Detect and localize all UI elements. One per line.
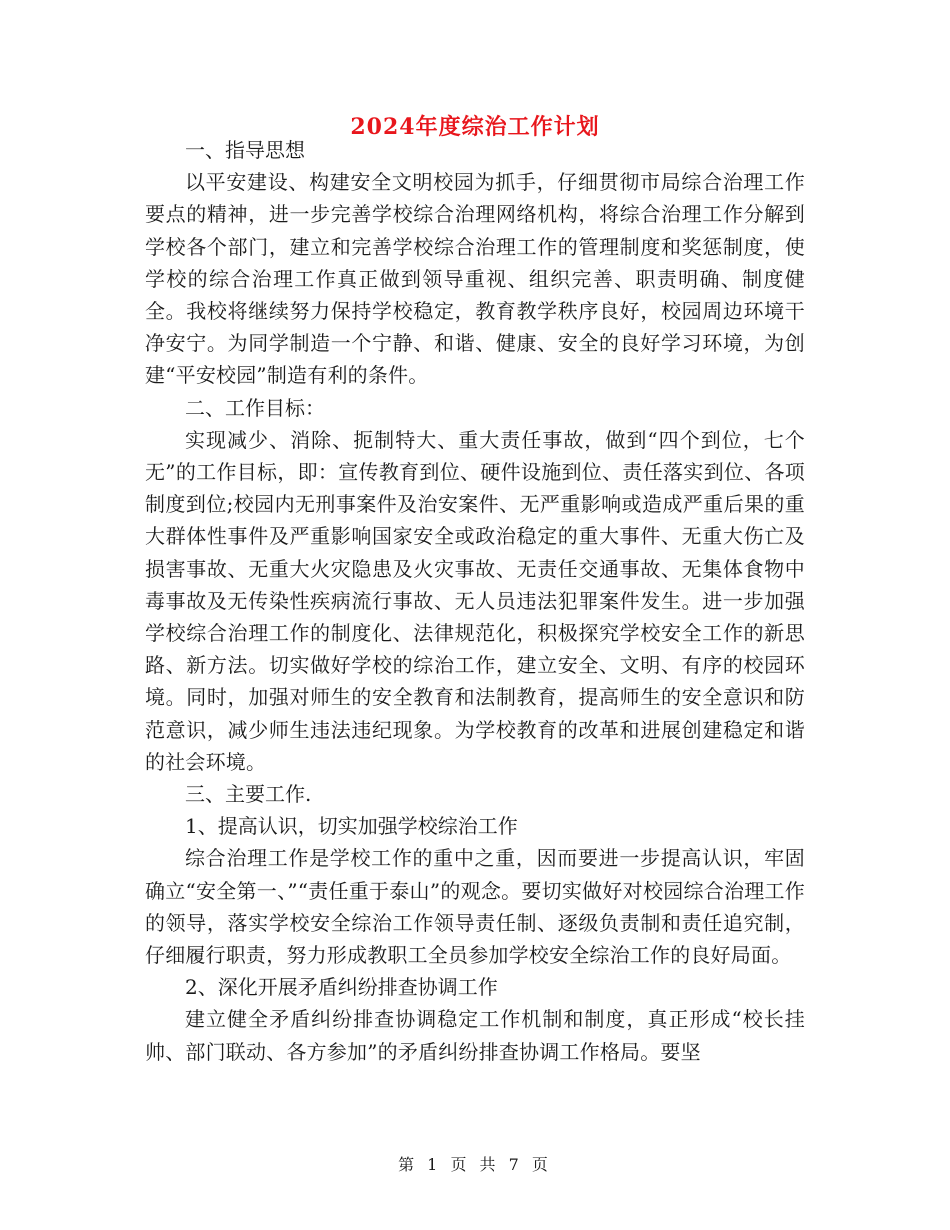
document-body xyxy=(145,134,805,1068)
paragraph-dispute-mediation: 建立健全矛盾纠纷排查协调稳定工作机制和制度，真正形成“校长挂帅、部门联动、各方参加”的矛盾纠纷排查协调工作格局。要坚 xyxy=(145,1007,805,1064)
paragraph-raise-awareness: 综合治理工作是学校工作的重中之重，因而要进一步提高认识，牢固确立“安全第一、”“责任重于泰山”的观念。要切实做好对校园综合治理工作的领导，落实学校安全综治工作领导责任制、逐级负责制和责任追究制，仔细履行职责，努力形成教职工全员参加学校安全综治工作的良好局面。 xyxy=(145,846,805,968)
page-number-footer: 第 1 页 共 7 页 xyxy=(398,1155,552,1174)
document-title: 2024年度综治工作计划 xyxy=(350,114,600,140)
subheading-raise-awareness: 1、提高认识，切实加强学校综治工作 xyxy=(185,814,518,839)
section-heading-work-goals: 二、工作目标： xyxy=(185,395,325,420)
section-heading-main-work: 三、主要工作. xyxy=(185,782,312,807)
subheading-dispute-mediation: 2、深化开展矛盾纠纷排查协调工作 xyxy=(185,975,498,1000)
section-heading-guiding-thought: 一、指导思想 xyxy=(185,138,305,162)
paragraph-guiding-thought: 以平安建设、构建安全文明校园为抓手，仔细贯彻市局综合治理工作要点的精神，进一步完善学校综合治理网络机构，将综合治理工作分解到学校各个部门，建立和完善学校综合治理工作的管理制度和奖惩制度，使学校的综合治理工作真正做到领导重视、组织完善、职责明确、制度健全。我校将继续努力保持学校稳定，教育教学秩序良好，校园周边环境干净安宁。为同学制造一个宁静、和谐、健康、安全的良好学习环境，为创建“平安校园”制造有利的条件。 xyxy=(145,170,805,388)
paragraph-work-goals: 实现减少、消除、扼制特大、重大责任事故，做到“四个到位，七个无”的工作目标，即：宣传教育到位、硬件设施到位、责任落实到位、各项制度到位;校园内无刑事案件及治安案件、无严重影响或造成严重后果的重大群体性事件及严重影响国家安全或政治稳定的重大事件、无重大伤亡及损害事故、无重大火灾隐患及火灾事故、无责任交通事故、无集体食物中毒事故及无传染性疾病流行事故、无人员违法犯罪案件发生。进一步加强学校综合治理工作的制度化、法律规范化，积极探究学校安全工作的新思路、新方法。切实做好学校的综治工作，建立安全、文明、有序的校园环境。同时，加强对师生的安全教育和法制教育，提高师生的安全意识和防范意识，减少师生违法违纪现象。为学校教育的改革和进展创建稳定和谐的社会环境。 xyxy=(145,427,805,774)
